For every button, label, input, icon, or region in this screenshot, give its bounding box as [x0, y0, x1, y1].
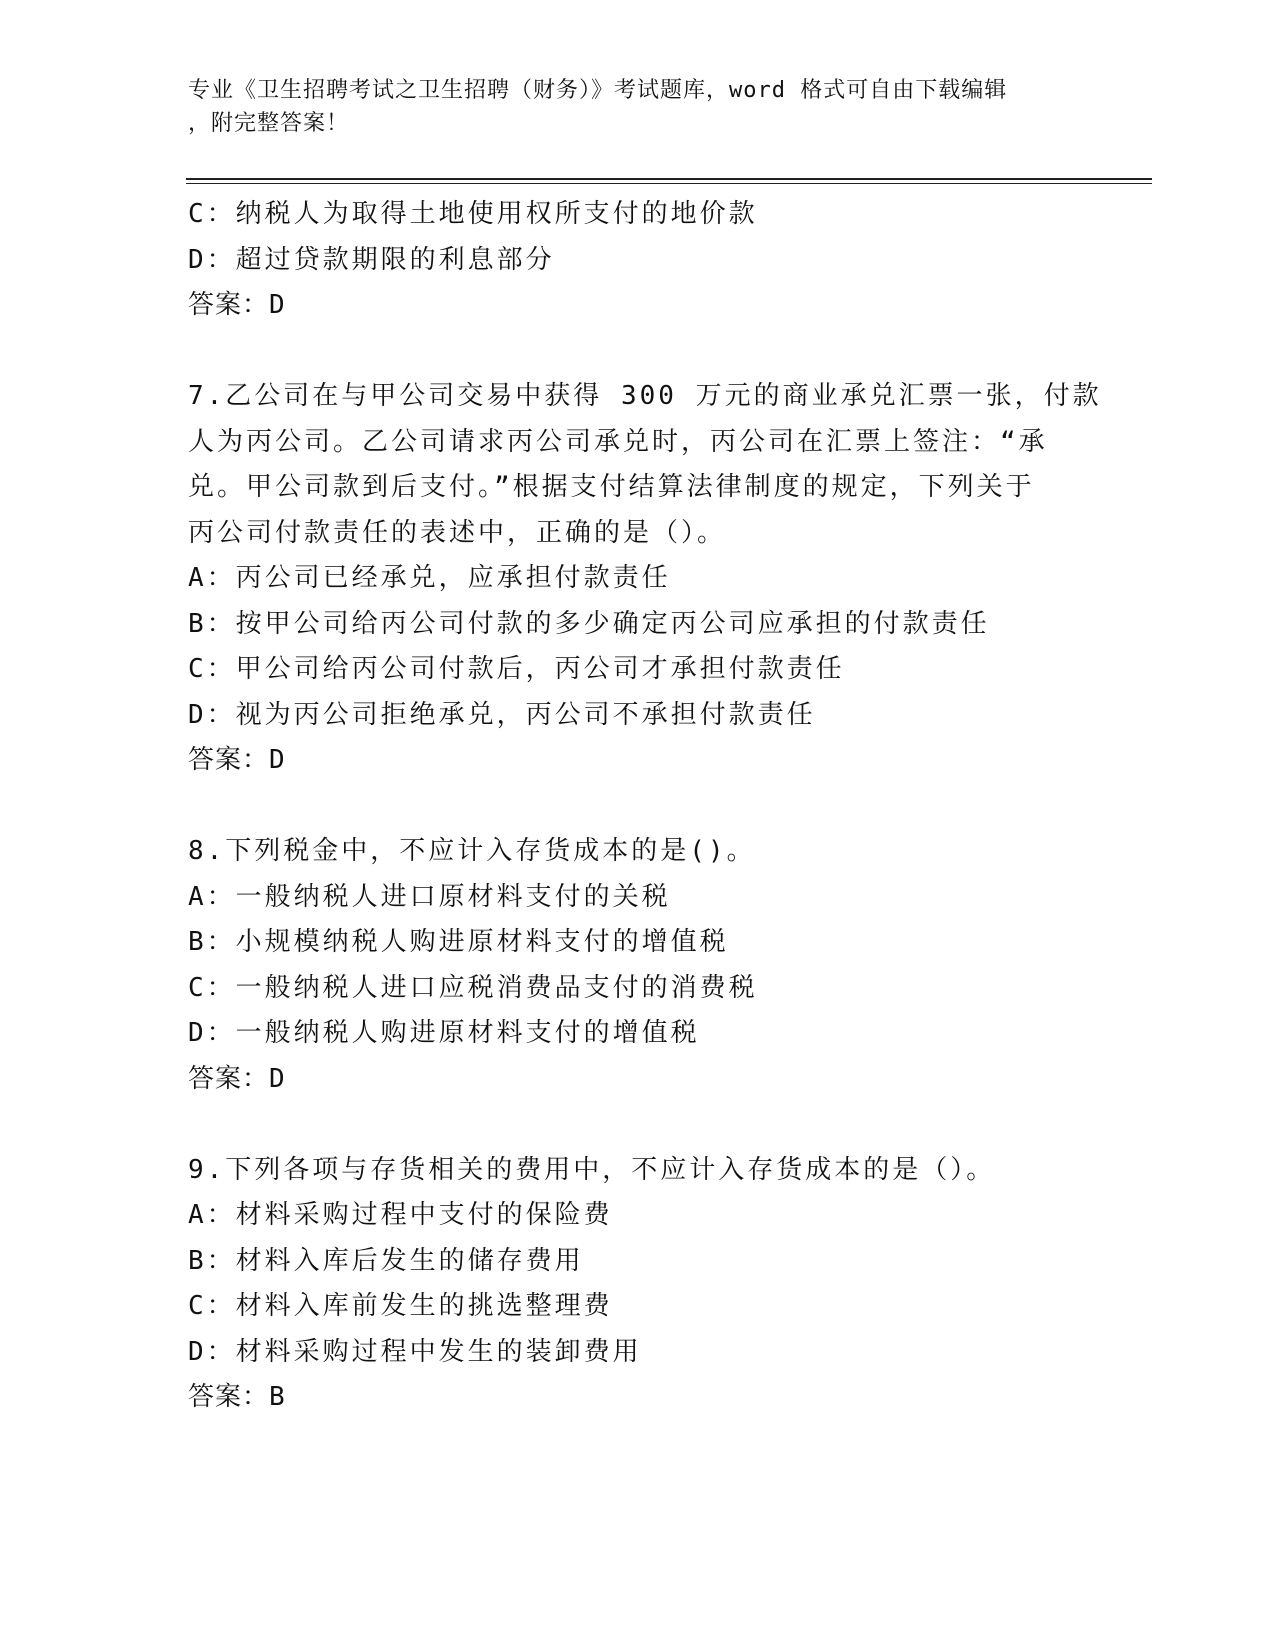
question-9 [188, 1148, 1088, 1421]
answer-line: 答案：D [188, 290, 286, 320]
option-a: A：丙公司已经承兑，应承担付款责任 [188, 563, 671, 593]
option-a: A：材料采购过程中支付的保险费 [188, 1200, 613, 1230]
question-stem-line: 7.乙公司在与甲公司交易中获得 300 万元的商业承兑汇票一张，付款 [188, 381, 1102, 411]
option-d: D：材料采购过程中发生的装卸费用 [188, 1336, 642, 1367]
option-b: B：按甲公司给丙公司付款的多少确定丙公司应承担的付款责任 [188, 608, 990, 639]
question-stem: 9.下列各项与存货相关的费用中，不应计入存货成本的是（）。 [188, 1154, 996, 1185]
option-d: D：超过贷款期限的利息部分 [188, 244, 555, 275]
answer-line: 答案：D [188, 1063, 286, 1094]
option-c: C：甲公司给丙公司付款后，丙公司才承担付款责任 [188, 654, 845, 684]
option-a: A：一般纳税人进口原材料支付的关税 [188, 881, 671, 912]
question-8 [188, 829, 1088, 1102]
question-stem-line: 人为丙公司。乙公司请求丙公司承兑时，丙公司在汇票上签注：“承 [188, 426, 1048, 457]
header-line-1: 专业《卫生招聘考试之卫生招聘（财务）》考试题库，word 格式可自由下载编辑 [188, 78, 1008, 103]
answer-line: 答案：B [188, 1382, 286, 1412]
answer-line: 答案：D [188, 745, 286, 775]
header-divider-thick [186, 178, 1152, 180]
question-list [188, 192, 1102, 1421]
header-line-2: ，附完整答案！ [188, 111, 350, 136]
spacer [188, 784, 1088, 830]
spacer [188, 1102, 1088, 1148]
previous-question-tail [188, 192, 1088, 329]
option-b: B：小规模纳税人购进原材料支付的增值税 [188, 927, 729, 957]
question-7 [188, 374, 1102, 784]
document-header [188, 74, 1068, 140]
option-d: D：一般纳税人购进原材料支付的增值税 [188, 1018, 700, 1048]
question-stem: 8.下列税金中，不应计入存货成本的是()。 [188, 836, 756, 866]
option-d: D：视为丙公司拒绝承兑，丙公司不承担付款责任 [188, 699, 816, 730]
question-stem-line: 丙公司付款责任的表述中，正确的是（）。 [188, 517, 727, 548]
option-b: B：材料入库后发生的储存费用 [188, 1245, 584, 1276]
option-c: C：纳税人为取得土地使用权所支付的地价款 [188, 199, 758, 229]
header-divider-thin [186, 183, 1152, 184]
spacer [188, 329, 1088, 375]
question-stem-line: 兑。甲公司款到后支付。”根据支付结算法律制度的规定，下列关于 [188, 472, 1035, 502]
option-c: C：材料入库前发生的挑选整理费 [188, 1291, 613, 1321]
option-c: C：一般纳税人进口应税消费品支付的消费税 [188, 972, 758, 1003]
